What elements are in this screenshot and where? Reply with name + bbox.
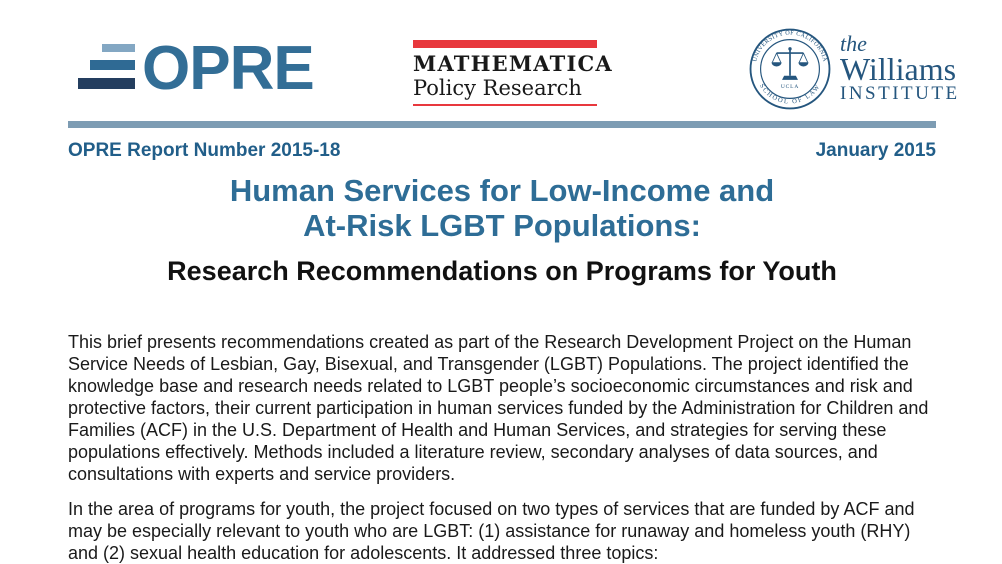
body-paragraph-2: In the area of programs for youth, the project focused on two types of services that are funded by ACF and may be especially relevant to youth who are LGBT: (1) assistance for runaway and homeless youth (RHY) and (2) sexual health education for adolescents. It addressed three topics:	[68, 499, 915, 563]
opre-logo	[78, 34, 314, 103]
page-content	[68, 121, 936, 564]
mathematica-wordmark: MATHEMATICA	[413, 51, 613, 76]
williams-wordmark	[840, 31, 960, 104]
scales-of-justice-icon	[772, 47, 809, 80]
title-line-1: Human Services for Low-Income and	[229, 173, 775, 208]
williams-the: the	[840, 31, 867, 56]
williams-institute: INSTITUTE	[840, 83, 960, 104]
seal-center-text: UCLA	[780, 83, 800, 90]
opre-bar-dark	[78, 78, 135, 89]
mathematica-red-underline	[413, 104, 597, 106]
header-divider-bar	[68, 121, 936, 128]
body-paragraph-1: This brief presents recommendations created as part of the Research Development Project on the Human Service Needs of Lesbian, Gay, Bisexual, and Transgender (LGBT) Populations. The project identified the knowledge base and research needs related to LGBT people’s socioeconomic circumstances and risk and protective factors, their current participation in human services funded by the Administration for Children and Families (ACF) in the U.S. Department of Health and Human Services, and strategies for serving these populations effectively. Methods included a literature review, secondary analyses of data sources, and consultations with experts and service providers.	[68, 332, 929, 484]
williams-institute-logo	[748, 27, 960, 111]
page-subtitle: Research Recommendations on Programs for Youth	[167, 256, 837, 286]
title-line-2: At-Risk LGBT Populations:	[303, 208, 701, 243]
mathematica-red-bar	[413, 40, 597, 48]
logo-row	[0, 0, 1002, 121]
opre-bar-light	[102, 44, 135, 52]
opre-bar-medium	[90, 60, 135, 70]
williams-name: Williams	[840, 51, 957, 87]
seal-bottom-text: SCHOOL OF LAW	[757, 82, 823, 106]
report-date: January 2015	[815, 140, 936, 161]
ucla-law-seal-icon	[748, 27, 832, 111]
mathematica-logo	[413, 40, 613, 106]
report-number: OPRE Report Number 2015-18	[68, 140, 341, 161]
opre-bars-icon	[78, 44, 135, 95]
page-title	[68, 173, 936, 243]
mathematica-subtitle: Policy Research	[413, 76, 582, 100]
report-meta-row	[68, 140, 936, 162]
opre-wordmark: OPRE	[142, 34, 314, 103]
seal-top-text: UNIVERSITY OF CALIFORNIA	[751, 29, 829, 63]
